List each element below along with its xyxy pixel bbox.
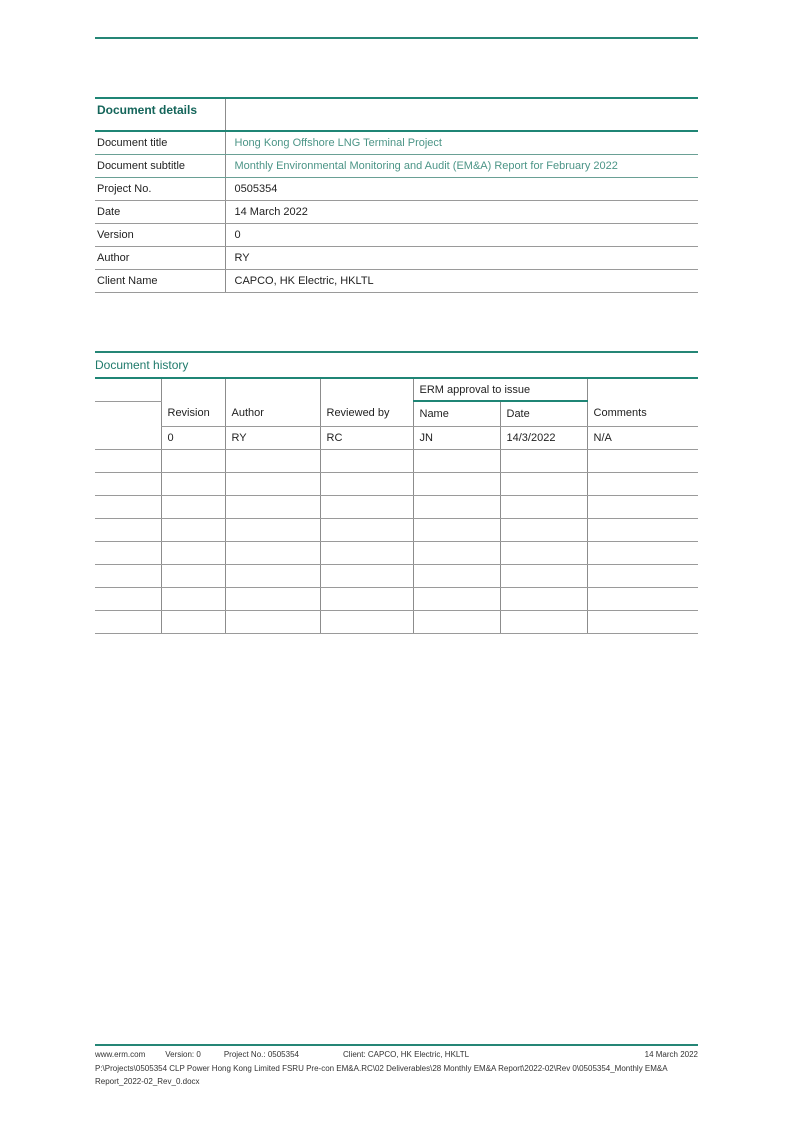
history-cell-empty: [95, 426, 161, 449]
history-cell-revision: 0: [161, 426, 225, 449]
document-history-table: [95, 377, 698, 634]
detail-value: 14 March 2022: [225, 200, 698, 223]
detail-label: Project No.: [95, 177, 225, 200]
column-header-comments: Comments: [587, 401, 698, 426]
history-empty-row: [95, 541, 698, 564]
history-empty-row: [95, 564, 698, 587]
detail-value: Hong Kong Offshore LNG Terminal Project: [225, 131, 698, 154]
history-cell-empty: [161, 378, 225, 401]
document-details-header-spacer: [225, 98, 698, 131]
history-empty-row: [95, 472, 698, 495]
detail-label: Document subtitle: [95, 154, 225, 177]
history-cell-author: RY: [225, 426, 320, 449]
detail-row-client-name: [95, 269, 698, 292]
detail-label: Date: [95, 200, 225, 223]
history-cell-empty: [95, 378, 161, 401]
footer-info-line: [95, 1048, 698, 1061]
document-history-title: Document history: [95, 358, 189, 372]
footer-version: Version: 0: [165, 1050, 201, 1059]
detail-label: Document title: [95, 131, 225, 154]
detail-value: 0: [225, 223, 698, 246]
column-header-date: Date: [500, 401, 587, 426]
history-cell-comments: N/A: [587, 426, 698, 449]
column-header-reviewed-by: Reviewed by: [320, 401, 413, 426]
column-header-author: Author: [225, 401, 320, 426]
history-cell-empty: [95, 401, 161, 426]
history-empty-row: [95, 587, 698, 610]
history-cell-empty: [320, 378, 413, 401]
detail-row-author: [95, 246, 698, 269]
detail-label: Author: [95, 246, 225, 269]
detail-row-version: [95, 223, 698, 246]
history-empty-row: [95, 518, 698, 541]
detail-label: Client Name: [95, 269, 225, 292]
document-details-title: Document details: [95, 98, 225, 131]
history-empty-row: [95, 449, 698, 472]
detail-value: 0505354: [225, 177, 698, 200]
column-header-name: Name: [413, 401, 500, 426]
history-empty-row: [95, 610, 698, 633]
history-section-rule: [95, 351, 698, 353]
history-cell-reviewed-by: RC: [320, 426, 413, 449]
detail-value: RY: [225, 246, 698, 269]
detail-value: Monthly Environmental Monitoring and Audit (EM&A) Report for February 2022: [225, 154, 698, 177]
history-column-header-row: [95, 401, 698, 426]
detail-label: Version: [95, 223, 225, 246]
document-details-table: [95, 97, 698, 293]
history-cell-empty: [587, 378, 698, 401]
history-group-header-row: [95, 378, 698, 401]
top-rule: [95, 37, 698, 39]
erm-approval-header: ERM approval to issue: [413, 378, 587, 401]
history-empty-row: [95, 495, 698, 518]
document-details-header: [95, 98, 698, 131]
detail-row-document-title: [95, 131, 698, 154]
detail-value: CAPCO, HK Electric, HKLTL: [225, 269, 698, 292]
column-header-revision: Revision: [161, 401, 225, 426]
page-footer: [95, 1048, 698, 1088]
detail-row-date: [95, 200, 698, 223]
history-cell-date: 14/3/2022: [500, 426, 587, 449]
detail-row-project-no: [95, 177, 698, 200]
footer-date: 14 March 2022: [644, 1050, 698, 1059]
footer-website: www.erm.com: [95, 1050, 146, 1059]
detail-row-document-subtitle: [95, 154, 698, 177]
history-data-row: [95, 426, 698, 449]
footer-file-path: P:\Projects\0505354 CLP Power Hong Kong Limited FSRU Pre-con EM&A.RC\02 Deliverables\28 Monthly EM&A Report\2022-02\Rev 0\0505354_Monthly EM&A Report_2022-02_Rev_0.docx: [95, 1064, 668, 1086]
history-cell-empty: [225, 378, 320, 401]
footer-rule: [95, 1044, 698, 1046]
history-cell-name: JN: [413, 426, 500, 449]
footer-project-no: Project No.: 0505354: [223, 1050, 299, 1059]
footer-client: Client: CAPCO, HK Electric, HKLTL: [342, 1050, 470, 1059]
